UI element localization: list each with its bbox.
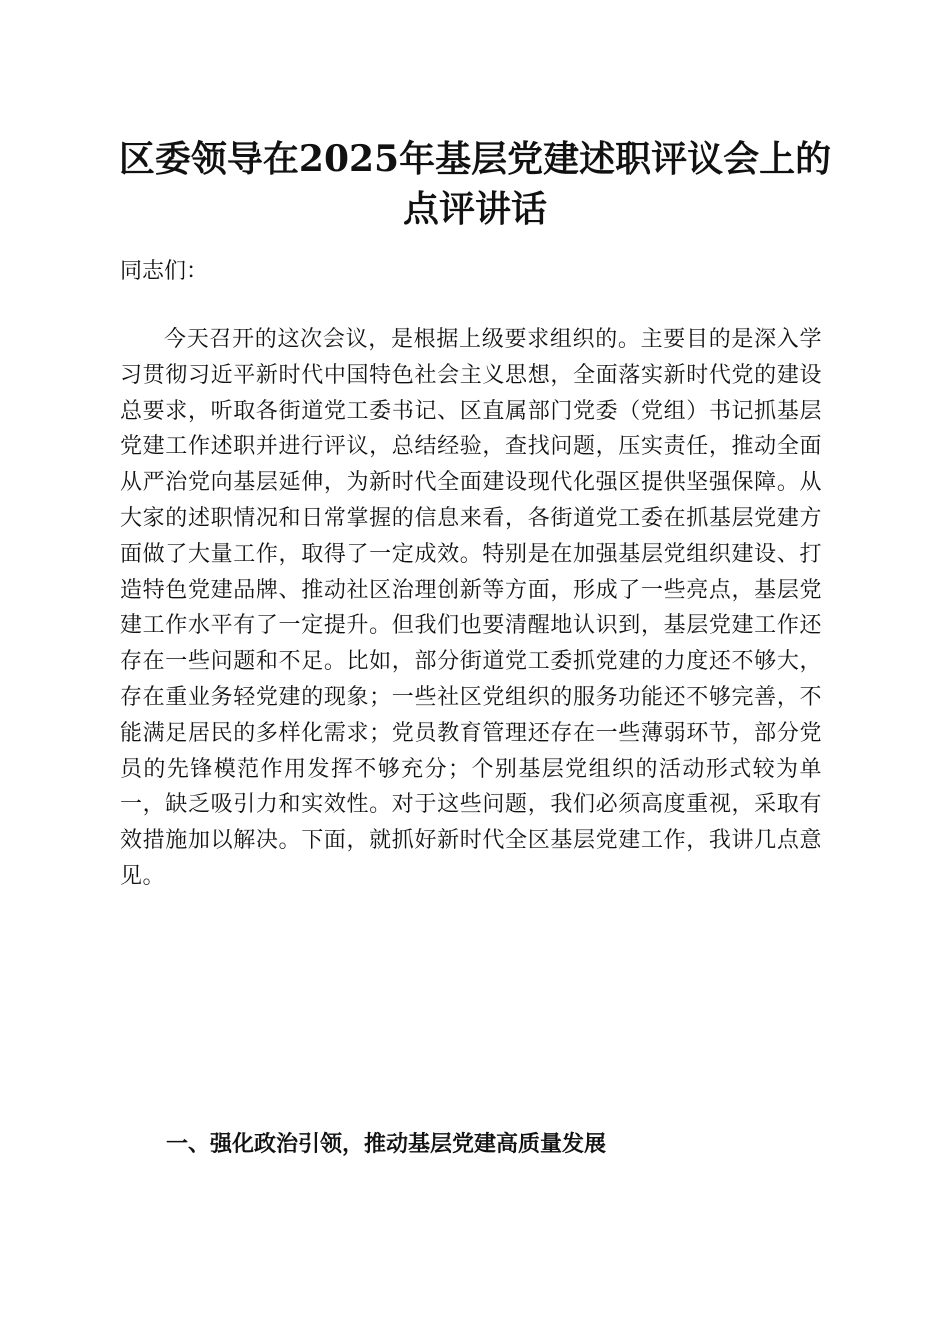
document-title xyxy=(100,134,850,234)
salutation: 同志们： xyxy=(120,259,209,284)
body-paragraph: 今天召开的这次会议，是根据上级要求组织的。主要目的是深入学习贯彻习近平新时代中国特色社会主义思想，全面落实新时代党的建设总要求，听取各街道党工委书记、区直属部门党委（党组）书记抓基层党建工作述职并进行评议，总结经验，查找问题，压实责任，推动全面从严治党向基层延伸，为新时代全面建设现代化强区提供坚强保障。从大家的述职情况和日常掌握的信息来看，各街道党工委在抓基层党建方面做了大量工作，取得了一定成效。特别是在加强基层党组织建设、打造特色党建品牌、推动社区治理创新等方面，形成了一些亮点，基层党建工作水平有了一定提升。但我们也要清醒地认识到，基层党建工作还存在一些问题和不足。比如，部分街道党工委抓党建的力度还不够大，存在重业务轻党建的现象；一些社区党组织的服务功能还不够完善，不能满足居民的多样化需求；党员教育管理还存在一些薄弱环节，部分党员的先锋模范作用发挥不够充分；个别基层党组织的活动形式较为单一，缺乏吸引力和实效性。对于这些问题，我们必须高度重视，采取有效措施加以解决。下面，就抓好新时代全区基层党建工作，我讲几点意见。 xyxy=(120,327,822,889)
title-line-2: 点评讲话 xyxy=(402,188,547,230)
title-line-1: 区委领导在2025年基层党建述职评议会上的 xyxy=(118,138,832,180)
section-heading: 一、强化政治引领，推动基层党建高质量发展 xyxy=(166,1132,607,1157)
